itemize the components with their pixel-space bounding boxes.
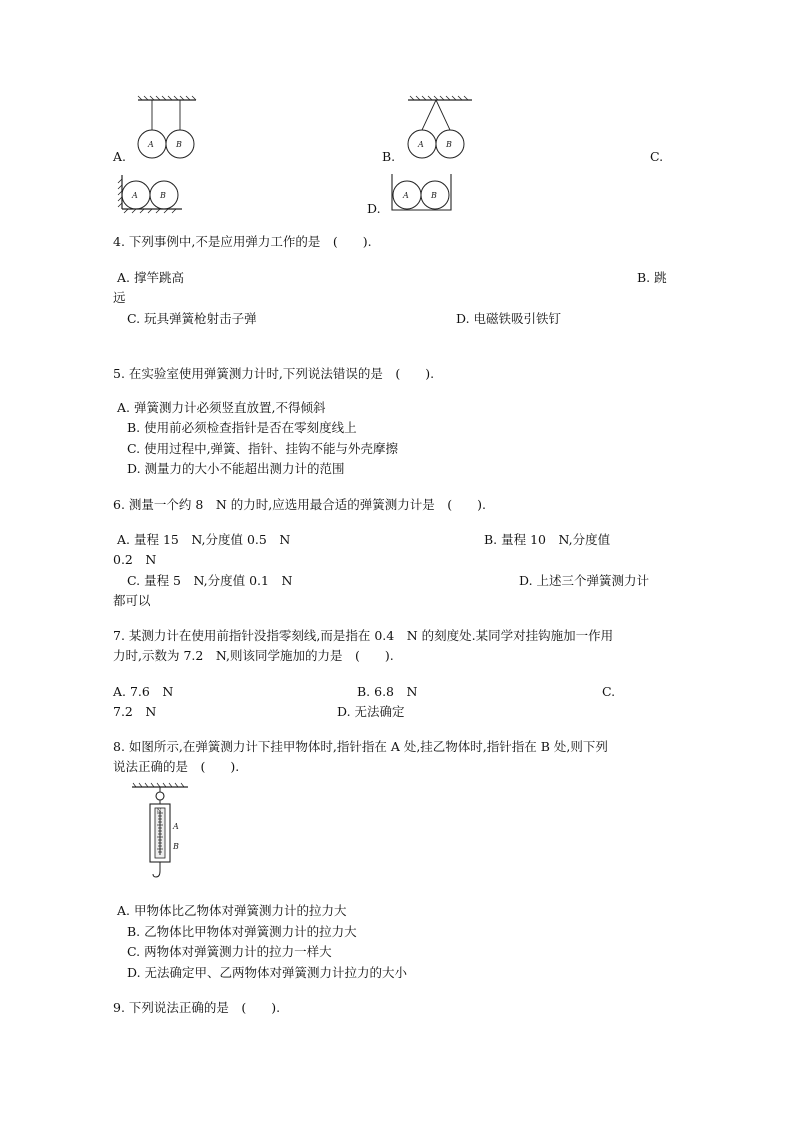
question-8-stem-line-2: 说法正确的是 ( ). [113, 759, 240, 774]
ball-b-label: B [446, 140, 452, 149]
figure-3d [389, 174, 459, 216]
option-7c-wrap: 7.2 N [113, 704, 157, 719]
question-6-stem: 6. 测量一个约 8 N 的力时,应选用最合适的弹簧测力计是 ( ). [113, 497, 486, 512]
option-7b: B. 6.8 N [357, 684, 418, 699]
option-4c: C. 玩具弹簧枪射击子弹 [127, 311, 257, 326]
option-3c: C. [650, 149, 664, 164]
figure-3b [404, 96, 484, 166]
question-9-stem: 9. 下列说法正确的是 ( ). [113, 1000, 281, 1015]
question-7-stem-line-2: 力时,示数为 7.2 N,则该同学施加的力是 ( ). [113, 648, 394, 663]
ball-a-label: A [403, 191, 409, 200]
ball-a-label: A [418, 140, 424, 149]
spring-scale-figure [128, 783, 198, 883]
option-5d: D. 测量力的大小不能超出测力计的范围 [127, 461, 345, 476]
option-4b-wrap: 远 [113, 290, 126, 305]
option-5a: A. 弹簧测力计必须竖直放置,不得倾斜 [117, 400, 326, 415]
ball-b-label: B [160, 191, 166, 200]
ball-b-label: B [431, 191, 437, 200]
option-6b-wrap: 0.2 N [113, 552, 157, 567]
option-4b: B. 跳 [637, 270, 667, 285]
question-8-stem-line-1: 8. 如图所示,在弹簧测力计下挂甲物体时,指针指在 A 处,挂乙物体时,指针指在 B 处,则下列 [113, 739, 608, 754]
option-7c: C. [602, 684, 616, 699]
mark-b-label: B [173, 842, 179, 851]
ball-b-label: B [176, 140, 182, 149]
question-4-stem: 4. 下列事例中,不是应用弹力工作的是 ( ). [113, 234, 372, 249]
option-6d: D. 上述三个弹簧测力计 [519, 573, 650, 588]
option-8d: D. 无法确定甲、乙两物体对弹簧测力计拉力的大小 [127, 965, 408, 980]
option-6c: C. 量程 5 N,分度值 0.1 N [127, 573, 293, 588]
option-3b: B. [382, 149, 396, 164]
option-8b: B. 乙物体比甲物体对弹簧测力计的拉力大 [127, 924, 357, 939]
figure-3c [116, 175, 196, 215]
option-7a: A. 7.6 N [113, 684, 174, 699]
option-5c: C. 使用过程中,弹簧、指针、挂钩不能与外壳摩擦 [127, 441, 399, 456]
figure-3a [134, 96, 214, 166]
question-5-stem: 5. 在实验室使用弹簧测力计时,下列说法错误的是 ( ). [113, 366, 435, 381]
ball-a-label: A [132, 191, 138, 200]
option-3a: A. [113, 149, 127, 164]
scale-unit-label: N [157, 808, 162, 814]
option-4d: D. 电磁铁吸引铁钉 [456, 311, 562, 326]
option-8c: C. 两物体对弹簧测力计的拉力一样大 [127, 944, 332, 959]
option-6a: A. 量程 15 N,分度值 0.5 N [117, 532, 291, 547]
option-5b: B. 使用前必须检查指针是否在零刻度线上 [127, 420, 357, 435]
option-6d-wrap: 都可以 [113, 593, 151, 608]
mark-a-label: A [173, 822, 179, 831]
option-4a: A. 撑竿跳高 [117, 270, 184, 285]
option-8a: A. 甲物体比乙物体对弹簧测力计的拉力大 [117, 903, 347, 918]
option-3d: D. [367, 201, 381, 216]
option-6b: B. 量程 10 N,分度值 [484, 532, 611, 547]
ball-a-label: A [148, 140, 154, 149]
question-7-stem-line-1: 7. 某测力计在使用前指针没指零刻线,而是指在 0.4 N 的刻度处.某同学对挂钩施加一作用 [113, 628, 614, 643]
option-7d: D. 无法确定 [337, 704, 405, 719]
